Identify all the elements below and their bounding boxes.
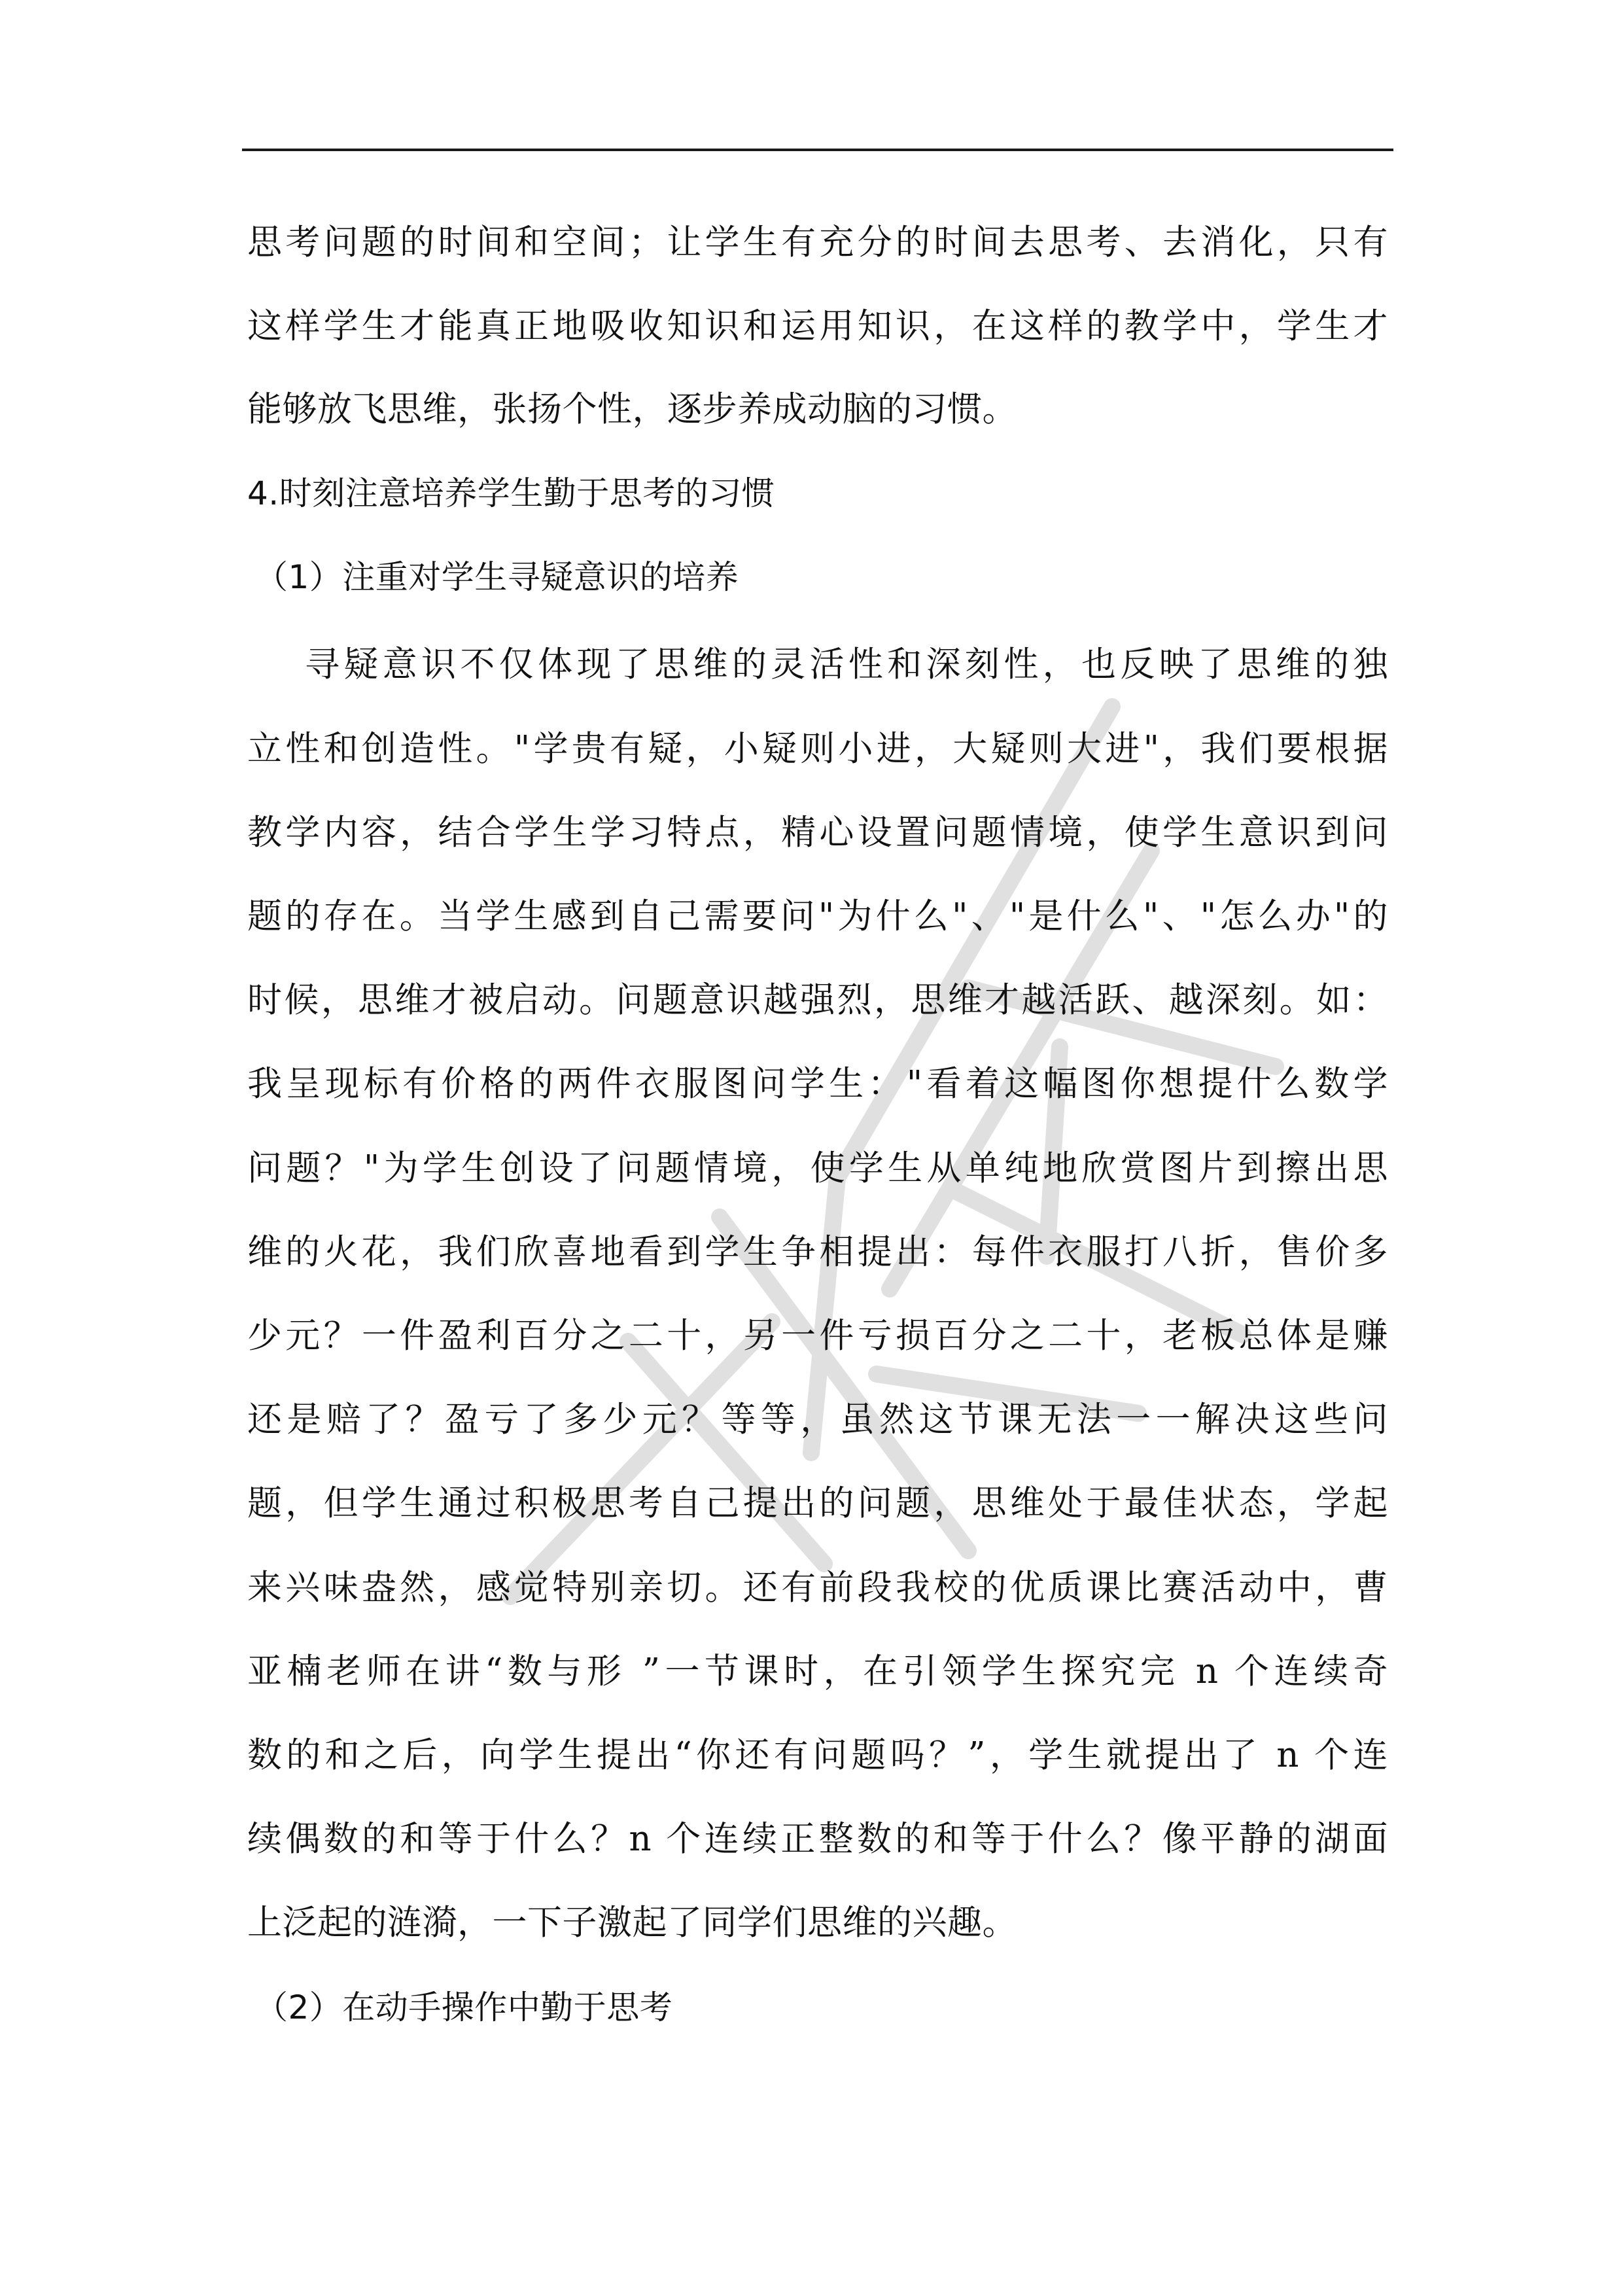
section-heading-4: 4.时刻注意培养学生勤于思考的习惯	[247, 474, 775, 512]
main-line-13: 亚楠老师在讲“数与形 ”一节课时，在引领学生探究完 n 个连续奇	[247, 1651, 1388, 1691]
main-line-14: 数的和之后，向学生提出“你还有问题吗？”，学生就提出了 n 个连	[247, 1735, 1388, 1775]
intro-line-3: 能够放飞思维，张扬个性，逐步养成动脑的习惯。	[247, 389, 1017, 429]
main-line-12: 来兴味盎然，感觉特别亲切。还有前段我校的优质课比赛活动中，曹	[247, 1568, 1388, 1608]
main-line-8: 维的火花，我们欣喜地看到学生争相提出：每件衣服打八折，售价多	[247, 1232, 1388, 1272]
main-line-4: 题的存在。当学生感到自己需要问"为什么"、"是什么"、"怎么办"的	[247, 896, 1388, 936]
subheading-2: （2）在动手操作中勤于思考	[255, 1988, 673, 2026]
main-line-3: 教学内容，结合学生学习特点，精心设置问题情境，使学生意识到问	[247, 813, 1388, 853]
main-line-5: 时候，思维才被启动。问题意识越强烈，思维才越活跃、越深刻。如：	[247, 980, 1388, 1020]
main-line-15: 续偶数的和等于什么？n 个连续正整数的和等于什么？像平静的湖面	[247, 1819, 1388, 1859]
main-line-1: 寻疑意识不仅体现了思维的灵活性和深刻性，也反映了思维的独	[305, 645, 1388, 684]
main-line-11: 题，但学生通过积极思考自己提出的问题，思维处于最佳状态，学起	[247, 1483, 1388, 1523]
intro-line-1: 思考问题的时间和空间；让学生有充分的时间去思考、去消化，只有	[247, 222, 1388, 262]
subheading-1: （1）注重对学生寻疑意识的培养	[255, 558, 739, 596]
main-line-6: 我呈现标有价格的两件衣服图问学生："看着这幅图你想提什么数学	[247, 1064, 1388, 1104]
main-line-7: 问题？"为学生创设了问题情境，使学生从单纯地欣赏图片到擦出思	[247, 1148, 1388, 1188]
main-line-2: 立性和创造性。"学贵有疑，小疑则小进，大疑则大进"，我们要根据	[247, 729, 1388, 769]
main-line-10: 还是赔了？盈亏了多少元？等等，虽然这节课无法一一解决这些问	[247, 1400, 1388, 1439]
main-line-16: 上泛起的涟漪，一下子激起了同学们思维的兴趣。	[247, 1903, 1017, 1943]
main-line-9: 少元？一件盈利百分之二十，另一件亏损百分之二十，老板总体是赚	[247, 1316, 1388, 1356]
header-rule	[242, 149, 1393, 151]
intro-line-2: 这样学生才能真正地吸收知识和运用知识，在这样的教学中，学生才	[247, 306, 1388, 346]
